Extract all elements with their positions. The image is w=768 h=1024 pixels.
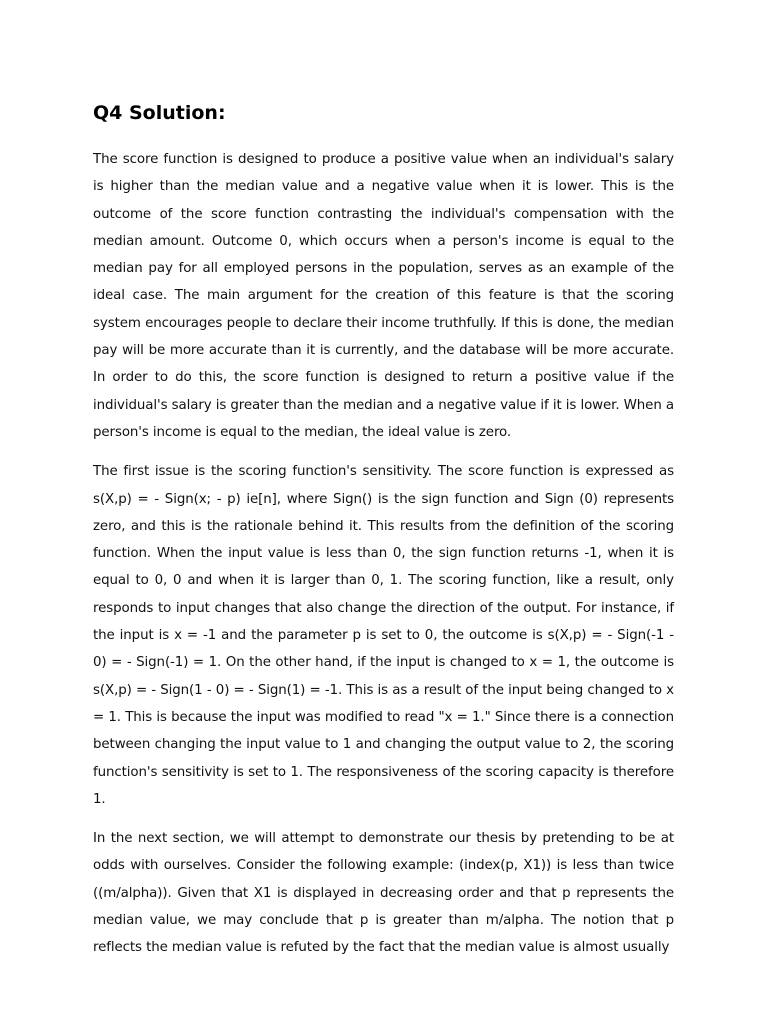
paragraph-contradiction: In the next section, we will attempt to demonstrate our thesis by pretending to be at odds with ourselves. Consider the following example: (index(p, X1)) is less than twice ((m/alpha)). Given that X1 is displayed in decreasing order and that p represents the median value, we may conclude that p is greater than m/alpha. The notion that p reflects the median value is refuted by the fact that the median value is almost usually (93, 831, 674, 956)
page-title: Q4 Solution: (93, 102, 226, 124)
paragraph-score-function: The score function is designed to produce a positive value when an individual's salary is higher than the median value and a negative value when it is lower. This is the outcome of the score function contrasting the individual's compensation with the median amount. Outcome 0, which occurs when a person's income is equal to the median pay for all employed persons in the population, serves as an example of the ideal case. The main argument for the creation of this feature is that the scoring system encourages people to declare their income truthfully. If this is done, the median pay will be more accurate than it is currently, and the database will be more accurate. In order to do this, the score function is designed to return a positive value if the individual's salary is greater than the median and a negative value if it is lower. When a person's income is equal to the median, the ideal value is zero. (93, 152, 674, 440)
document-body (93, 98, 674, 974)
paragraph-sensitivity: The first issue is the scoring function's sensitivity. The score function is expressed as s(X,p) = - Sign(x; - p) ie[n], where Sign() is the sign function and Sign (0) represents zero, and this is the rationale behind it. This results from the definition of the scoring function. When the input value is less than 0, the sign function returns -1, when it is equal to 0, 0 and when it is larger than 0, 1. The scoring function, like a result, only responds to input changes that also change the direction of the output. For instance, if the input is x = -1 and the parameter p is set to 0, the outcome is s(X,p) = - Sign(-1 - 0) = - Sign(-1) = 1. On the other hand, if the input is changed to x = 1, the outcome is s(X,p) = - Sign(1 - 0) = - Sign(1) = -1. This is as a result of the input being changed to x = 1. This is because the input was modified to read "x = 1." Since there is a connection between changing the input value to 1 and changing the output value to 2, the scoring function's sensitivity is set to 1. The responsiveness of the scoring capacity is therefore 1. (93, 464, 674, 807)
